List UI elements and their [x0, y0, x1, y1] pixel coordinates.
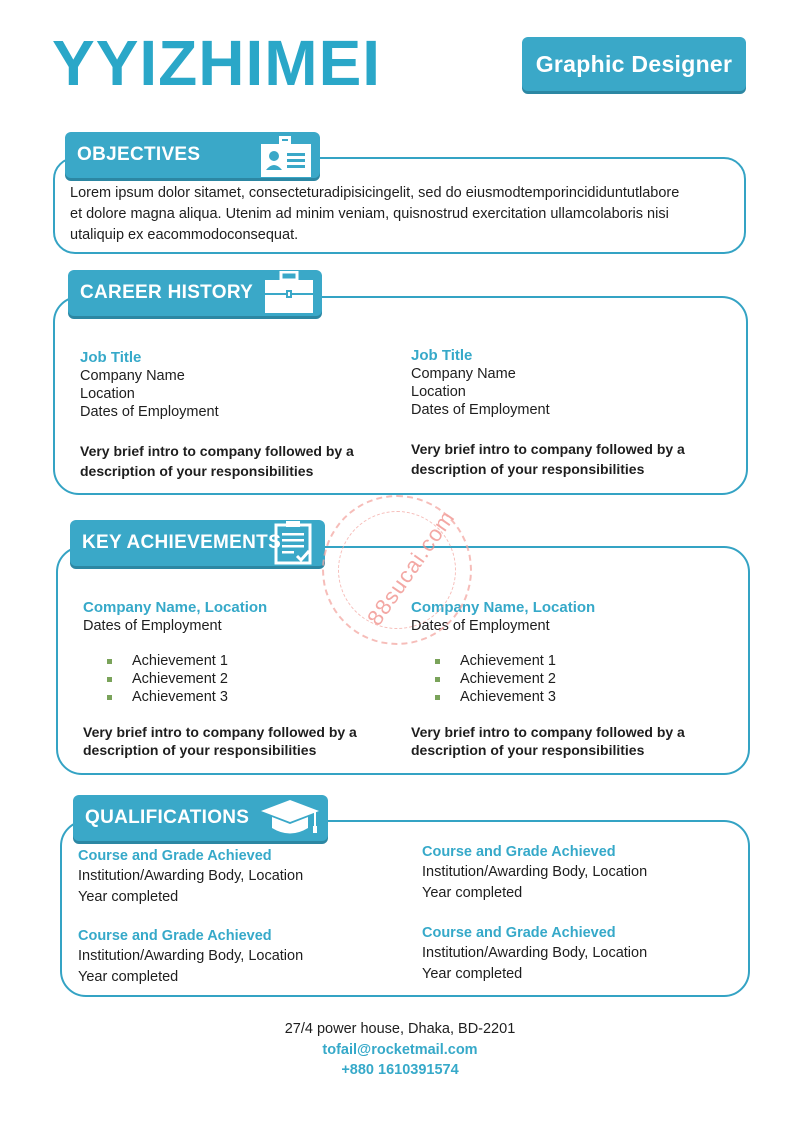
description-line: Very brief intro to company followed by a [83, 724, 357, 740]
year-completed: Year completed [78, 969, 179, 985]
footer-phone[interactable]: +880 1610391574 [341, 1062, 459, 1078]
objectives-tab [65, 132, 320, 178]
description-line: description of your responsibilities [411, 461, 645, 477]
footer-address: 27/4 power house, Dhaka, BD-2201 [284, 1021, 516, 1037]
employment-dates: Dates of Employment [83, 618, 222, 634]
achievement-entry [83, 598, 383, 759]
objectives-text [70, 183, 740, 246]
achievement-item: Achievement 2 [107, 670, 383, 688]
description-line: description of your responsibilities [411, 742, 645, 758]
year-completed: Year completed [422, 966, 523, 982]
achievement-item: Achievement 3 [107, 688, 383, 706]
achievement-description [83, 723, 383, 759]
career-tab [68, 270, 322, 316]
achievement-list [435, 652, 711, 706]
achievement-item: Achievement 2 [435, 670, 711, 688]
job-location: Location [411, 384, 466, 400]
footer-email[interactable]: tofail@rocketmail.com [322, 1042, 478, 1058]
job-title: Job Title [80, 349, 142, 366]
candidate-name: YYIZHIMEI [52, 27, 382, 99]
institution: Institution/Awarding Body, Location [422, 945, 648, 961]
description-line: Very brief intro to company followed by a [411, 724, 685, 740]
company-location: Company Name, Location [83, 599, 268, 616]
career-description [80, 441, 380, 481]
clipboard-check-icon [273, 520, 315, 572]
objectives-line: utaliquip ex eacommodoconsequat. [70, 227, 299, 243]
job-title: Job Title [411, 347, 473, 364]
objectives-title: OBJECTIVES [77, 144, 201, 165]
course-grade: Course and Grade Achieved [422, 844, 616, 860]
career-title: CAREER HISTORY [80, 282, 254, 303]
id-card-icon [259, 136, 313, 184]
year-completed: Year completed [422, 885, 523, 901]
description-line: Very brief intro to company followed by a [411, 441, 685, 457]
institution: Institution/Awarding Body, Location [78, 868, 304, 884]
job-location: Location [80, 386, 135, 402]
qualifications-tab [73, 795, 328, 841]
briefcase-icon [262, 271, 316, 321]
course-grade: Course and Grade Achieved [78, 848, 272, 864]
year-completed: Year completed [78, 889, 179, 905]
watermark-stamp [322, 495, 472, 645]
graduation-cap-icon [259, 797, 321, 847]
career-description [411, 439, 711, 479]
description-line: description of your responsibilities [80, 463, 314, 479]
company-location: Company Name, Location [411, 599, 596, 616]
achievement-list [107, 652, 383, 706]
qualification-entry [78, 847, 398, 907]
company-name: Company Name [411, 366, 516, 382]
role-badge: Graphic Designer [522, 37, 746, 91]
career-entry [411, 346, 711, 479]
institution: Institution/Awarding Body, Location [78, 948, 304, 964]
course-grade: Course and Grade Achieved [78, 928, 272, 944]
description-line: description of your responsibilities [83, 742, 317, 758]
company-name: Company Name [80, 368, 185, 384]
achievement-entry [411, 598, 711, 759]
watermark-text: 88sucai.com [362, 505, 460, 630]
description-line: Very brief intro to company followed by a [80, 443, 354, 459]
employment-dates: Dates of Employment [411, 402, 550, 418]
objectives-line: et dolore magna aliqua. Utenim ad minim veniam, quisnostrud exercitation ullamcolaboris nisi [70, 206, 669, 222]
achievements-tab [70, 520, 325, 566]
achievements-title: KEY ACHIEVEMENTS [82, 532, 282, 553]
objectives-line: Lorem ipsum dolor sitamet, consecteturadipisicingelit, sed do eiusmodtemporincididuntutlabore [70, 185, 680, 201]
achievement-item: Achievement 3 [435, 688, 711, 706]
achievement-description [411, 723, 711, 759]
achievement-item: Achievement 1 [435, 652, 711, 670]
career-entry [80, 348, 380, 481]
qualifications-title: QUALIFICATIONS [85, 807, 250, 828]
qualification-entry [78, 927, 398, 987]
institution: Institution/Awarding Body, Location [422, 864, 648, 880]
course-grade: Course and Grade Achieved [422, 925, 616, 941]
employment-dates: Dates of Employment [80, 404, 219, 420]
employment-dates: Dates of Employment [411, 618, 550, 634]
qualification-entry [422, 843, 742, 903]
qualification-entry [422, 924, 742, 984]
achievement-item: Achievement 1 [107, 652, 383, 670]
